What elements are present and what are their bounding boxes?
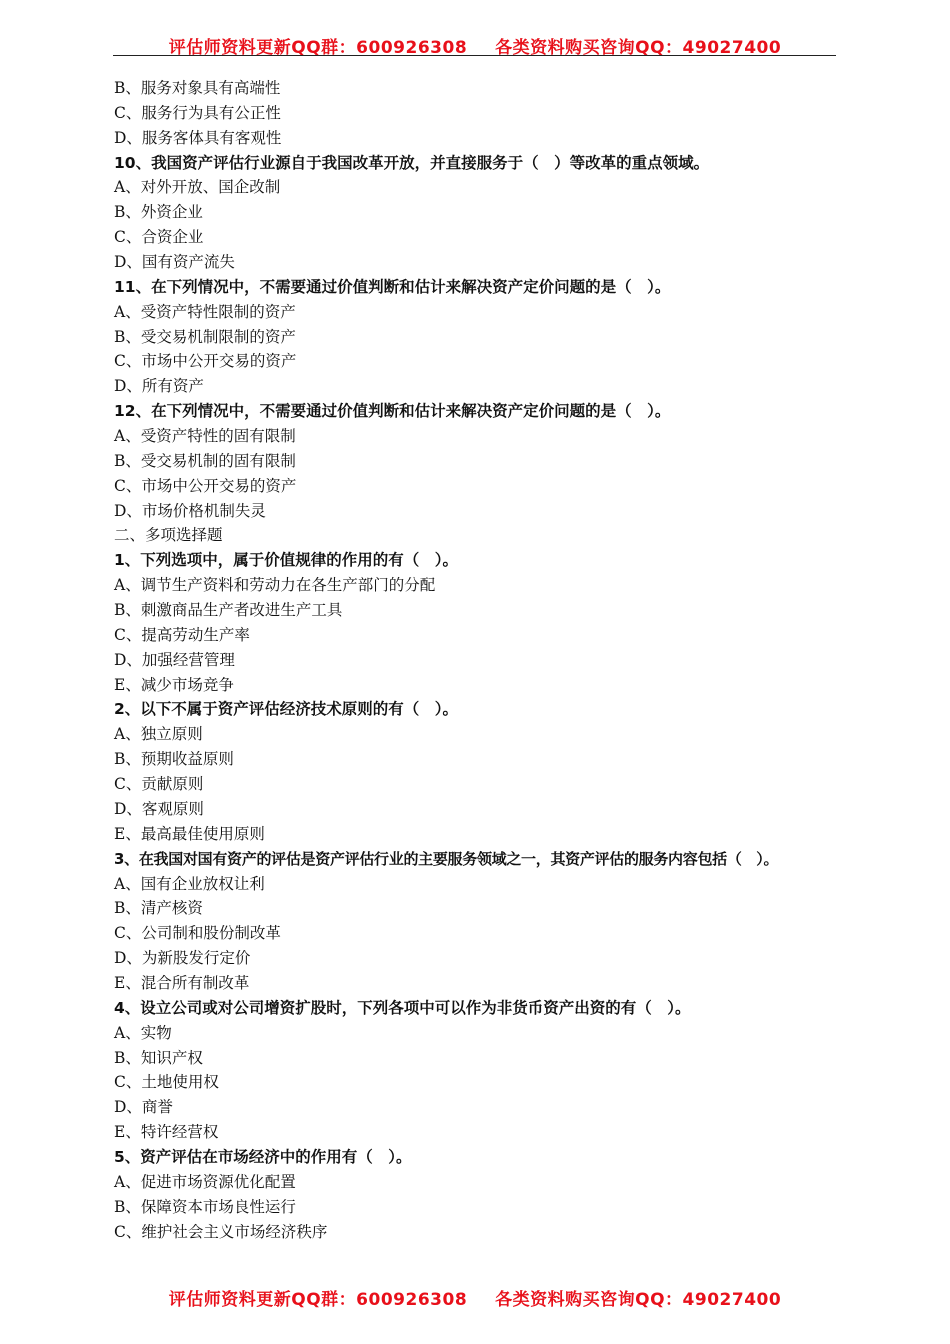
option-line: A、对外开放、国企改制 (114, 178, 281, 197)
option-line: B、刺激商品生产者改进生产工具 (114, 601, 343, 620)
option-line: C、市场中公开交易的资产 (114, 352, 297, 371)
option-line: A、受资产特性的固有限制 (114, 427, 296, 446)
option-line: C、维护社会主义市场经济秩序 (114, 1222, 328, 1241)
option-line: E、混合所有制改革 (114, 973, 250, 992)
question-line: 1、下列选项中，属于价值规律的作用的有（ ）。 (114, 551, 459, 570)
option-line: C、贡献原则 (114, 775, 204, 794)
option-line: D、所有资产 (114, 377, 204, 396)
option-line: C、提高劳动生产率 (114, 625, 250, 644)
option-line: B、受交易机制限制的资产 (114, 327, 296, 346)
header-purchase-contact-text: 各类资料购买咨询QQ：49027400 (495, 38, 782, 58)
option-line: A、促进市场资源优化配置 (114, 1172, 296, 1191)
option-line: C、合资企业 (114, 228, 204, 247)
option-line: C、市场中公开交易的资产 (114, 476, 297, 495)
option-line: D、客观原则 (114, 799, 204, 818)
option-line: E、特许经营权 (114, 1123, 219, 1142)
option-line: B、知识产权 (114, 1048, 203, 1067)
option-line: B、清产核资 (114, 899, 203, 918)
section-heading: 二、多项选择题 (114, 526, 223, 545)
option-line: A、实物 (114, 1023, 172, 1042)
option-line: D、加强经营管理 (114, 650, 235, 669)
option-line: B、保障资本市场良性运行 (114, 1197, 296, 1216)
option-line: D、为新股发行定价 (114, 949, 251, 968)
option-line: A、国有企业放权让利 (114, 874, 265, 893)
option-line: A、调节生产资料和劳动力在各生产部门的分配 (114, 576, 436, 595)
option-line: B、外资企业 (114, 203, 203, 222)
option-line: E、减少市场竞争 (114, 675, 234, 694)
option-line: A、独立原则 (114, 725, 203, 744)
footer-banner (0, 1285, 950, 1310)
question-line: 4、设立公司或对公司增资扩股时，下列各项中可以作为非货币资产出资的有（ ）。 (114, 998, 691, 1017)
header-divider (113, 55, 836, 56)
option-line: B、服务对象具有高端性 (114, 79, 281, 97)
footer-qq-group-text: 评估师资料更新QQ群：600926308 (168, 1290, 468, 1310)
header-qq-group-text: 评估师资料更新QQ群：600926308 (168, 38, 468, 58)
option-line: C、服务行为具有公正性 (114, 103, 281, 122)
option-line: E、最高最佳使用原则 (114, 824, 265, 843)
question-line: 5、资产评估在市场经济中的作用有（ ）。 (114, 1147, 412, 1166)
document-body (114, 76, 864, 1244)
question-line: 11、在下列情况中，不需要通过价值判断和估计来解决资产定价问题的是（ ）。 (114, 277, 671, 296)
footer-purchase-contact-text: 各类资料购买咨询QQ：49027400 (495, 1290, 782, 1310)
option-line: C、土地使用权 (114, 1073, 219, 1092)
option-line: D、服务客体具有客观性 (114, 128, 282, 147)
option-line: A、受资产特性限制的资产 (114, 302, 296, 321)
option-line: C、公司制和股份制改革 (114, 924, 281, 943)
option-line: D、市场价格机制失灵 (114, 501, 266, 520)
question-line: 12、在下列情况中，不需要通过价值判断和估计来解决资产定价问题的是（ ）。 (114, 402, 671, 421)
question-line: 3、在我国对国有资产的评估是资产评估行业的主要服务领域之一，其资产评估的服务内容包括（ ）。 (114, 849, 779, 868)
option-line: D、商誉 (114, 1098, 173, 1117)
question-line: 2、以下不属于资产评估经济技术原则的有（ ）。 (114, 700, 459, 719)
option-line: B、受交易机制的固有限制 (114, 451, 296, 470)
option-line: B、预期收益原则 (114, 750, 234, 769)
option-line: D、国有资产流失 (114, 253, 235, 272)
question-line: 10、我国资产评估行业源自于我国改革开放，并直接服务于（ ）等改革的重点领域。 (114, 153, 710, 172)
